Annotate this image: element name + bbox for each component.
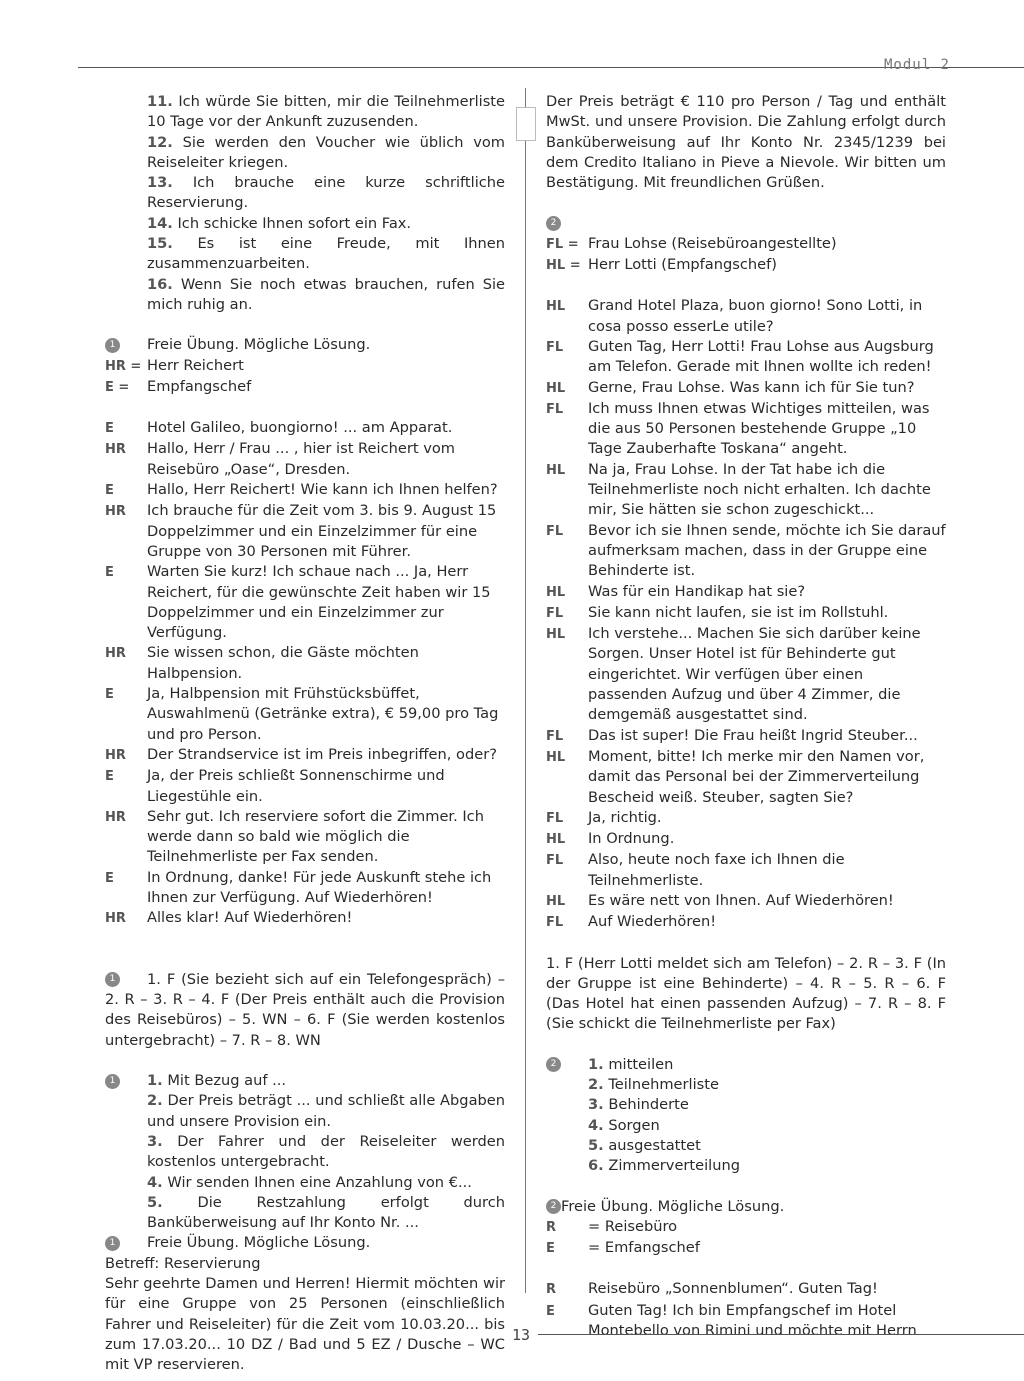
dialog-line xyxy=(105,562,505,643)
exercise-badge: 1 xyxy=(105,1074,120,1089)
dialog xyxy=(105,418,505,929)
line-text: Sehr gut. Ich reserviere sofort die Zimmer. Ich werde dann so bald wie möglich die Teilnehmerliste per Fax senden. xyxy=(147,807,484,866)
item-number: 13. xyxy=(147,174,173,192)
line-text: Reisebüro „Sonnenblumen“. Guten Tag! xyxy=(588,1280,878,1298)
speaker-label: E xyxy=(105,870,114,886)
list-item xyxy=(147,1132,505,1173)
item-text: Behinderte xyxy=(608,1096,689,1114)
line-text: Hallo, Herr Reichert! Wie kann ich Ihnen helfen? xyxy=(147,481,498,499)
right-column xyxy=(546,92,946,1341)
dialog-line xyxy=(105,908,505,929)
dialog-line xyxy=(546,891,946,912)
dialog-line xyxy=(546,521,946,582)
line-text: Frau Lohse (Reisebüroangestellte) xyxy=(588,234,837,252)
speaker-label: HR xyxy=(105,911,126,927)
item-number: 12. xyxy=(147,133,173,151)
speaker-legend xyxy=(105,356,505,399)
exercise-badge: 2 xyxy=(546,1199,561,1214)
speaker-label: FL xyxy=(546,605,564,621)
speaker-label: HR xyxy=(105,442,126,458)
speaker-label: FL = xyxy=(546,236,579,252)
dialog-line xyxy=(546,1279,946,1300)
item-text: Sorgen xyxy=(608,1116,660,1134)
dialog-line xyxy=(546,582,946,603)
speaker-label: E xyxy=(546,1303,555,1319)
dialog xyxy=(546,1279,946,1341)
header-rule xyxy=(78,67,1024,68)
left-column xyxy=(105,92,505,1376)
line-text: = Reisebüro xyxy=(588,1217,678,1235)
dialog-line xyxy=(105,766,505,807)
dialog-line xyxy=(546,850,946,891)
speaker-label: HL xyxy=(546,627,566,643)
module-label: Modul 2 xyxy=(883,57,950,73)
dialog-line xyxy=(105,439,505,480)
dialog-line xyxy=(546,829,946,850)
item-number: 5. xyxy=(147,1193,163,1211)
line-text: In Ordnung. xyxy=(588,830,675,848)
item-text: Zimmerverteilung xyxy=(608,1157,740,1175)
line-text: Alles klar! Auf Wiederhören! xyxy=(147,909,353,927)
speaker-label: E xyxy=(105,421,114,437)
list-item xyxy=(147,173,505,214)
list-item xyxy=(588,1136,946,1156)
item-text: mitteilen xyxy=(608,1055,674,1073)
speaker-label: HL xyxy=(546,584,566,600)
line-text: Herr Lotti (Empfangschef) xyxy=(588,256,777,274)
line-text: Ich brauche für die Zeit vom 3. bis 9. August 15 Doppelzimmer und ein Einzelzimmer für eine Gruppe von 30 Personen mit Führer. xyxy=(147,502,497,560)
speaker-label: HL xyxy=(546,462,566,478)
dialog-line xyxy=(105,868,505,909)
item-number: 3. xyxy=(147,1132,163,1150)
answer-key: 1. F (Herr Lotti meldet sich am Telefon) – 2. R – 3. F (In der Gruppe ist eine Behinderte) – 4. R – 5. R – 6. F (Das Hotel hat einen passenden Aufzug) – 7. R – 8. F (Sie schickt die Teilnehmerliste per Fax) xyxy=(546,954,946,1033)
dialog-line xyxy=(546,337,946,378)
item-text: Ich schicke Ihnen sofort ein Fax. xyxy=(177,214,412,232)
item-number: 4. xyxy=(147,1173,163,1191)
speaker-legend xyxy=(546,234,946,277)
dialog-line xyxy=(546,726,946,747)
line-text: Ich muss Ihnen etwas Wichtiges mitteilen, was die aus 50 Personen bestehende Gruppe „10 Tage Zauberhafte Toskana“ angeht. xyxy=(588,399,930,458)
item-text: Der Fahrer und der Reiseleiter werden kostenlos untergebracht. xyxy=(147,1132,506,1171)
line-text: Sie kann nicht laufen, sie ist im Rollstuhl. xyxy=(588,603,889,621)
list-item xyxy=(588,1075,946,1095)
exercise-badge: 1 xyxy=(105,1236,120,1251)
item-number: 4. xyxy=(588,1116,604,1134)
line-text: Ja, Halbpension mit Frühstücksbüffet, Auswahlmenü (Getränke extra), € 59,00 pro Tag und pro Person. xyxy=(147,685,499,743)
phrase-list xyxy=(147,1071,505,1233)
dialog-line xyxy=(546,1238,946,1259)
speaker-label: E xyxy=(105,565,114,581)
speaker-label: R xyxy=(546,1219,557,1235)
list-item xyxy=(588,1055,946,1075)
item-number: 3. xyxy=(588,1096,604,1114)
dialog-line xyxy=(546,624,946,725)
line-text: Sie wissen schon, die Gäste möchten Halbpension. xyxy=(147,644,419,682)
item-number: 1. xyxy=(147,1072,163,1090)
line-text: Empfangschef xyxy=(147,377,252,395)
exercise-title: Freie Übung. Mögliche Lösung. xyxy=(147,336,371,354)
speaker-label: FL xyxy=(546,853,564,869)
dialog-line xyxy=(546,399,946,460)
speaker-label: HL xyxy=(546,749,566,765)
speaker-label: FL xyxy=(546,810,564,826)
item-number: 15. xyxy=(147,235,173,253)
letter-continuation: Der Preis beträgt € 110 pro Person / Tag und enthält MwSt. und unsere Provision. Die Zahlung erfolgt durch Banküberweisung auf Ihr Konto Nr. 2345/1239 bei dem Credito Italiano in Pieve a Nievole. Wir bitten um Bestätigung. Mit freundlichen Grüßen. xyxy=(546,93,946,192)
dialog-line xyxy=(546,1301,946,1342)
item-text: Es ist eine Freude, mit Ihnen zusammenzuarbeiten. xyxy=(147,235,505,273)
item-text: Wir senden Ihnen eine Anzahlung von €... xyxy=(167,1173,472,1191)
item-number: 2. xyxy=(147,1092,163,1110)
answer-key: 1. F (Sie bezieht sich auf ein Telefongespräch) – 2. R – 3. R – 4. F (Der Preis enthält auch die Provision des Reisebüros) – 5. WN – 6. F (Sie werden kostenlos untergebracht) – 7. R – 8. WN xyxy=(105,970,505,1049)
line-text: Hallo, Herr / Frau ... , hier ist Reichert vom Reisebüro „Oase“, Dresden. xyxy=(147,440,455,478)
item-number: 11. xyxy=(147,93,173,110)
line-text: Ich verstehe... Machen Sie sich darüber keine Sorgen. Unser Hotel ist für Behinderte gut eingerichtet. Wir verfügen über einen passenden Aufzug und über 4 Zimmer, die demgemäß ausgestattet sind. xyxy=(588,625,921,724)
dialog-line xyxy=(105,501,505,562)
line-text: Das ist super! Die Frau heißt Ingrid Steuber... xyxy=(588,726,918,744)
list-item xyxy=(147,234,505,275)
list-item xyxy=(588,1095,946,1115)
dialog xyxy=(546,296,946,933)
speaker-label: HR = xyxy=(105,358,142,374)
exercise-title: Freie Übung. Mögliche Lösung. xyxy=(561,1197,785,1215)
line-text: Ja, der Preis schließt Sonnenschirme und Liegestühle ein. xyxy=(147,767,445,805)
item-number: 16. xyxy=(147,275,173,293)
dialog-line xyxy=(546,255,946,276)
item-text: Wenn Sie noch etwas brauchen, rufen Sie mich ruhig an. xyxy=(147,275,505,313)
item-number: 5. xyxy=(588,1136,604,1154)
speaker-label: HR xyxy=(105,809,126,825)
line-text: Gerne, Frau Lohse. Was kann ich für Sie tun? xyxy=(588,378,915,396)
line-text: Grand Hotel Plaza, buon giorno! Sono Lotti, in cosa posso esserLe utile? xyxy=(588,297,923,335)
item-number: 14. xyxy=(147,214,173,232)
list-item xyxy=(588,1156,946,1176)
exercise-badge: 2 xyxy=(546,1057,561,1072)
dialog-line xyxy=(546,808,946,829)
dialog-line xyxy=(546,912,946,933)
speaker-label: HL xyxy=(546,299,566,315)
line-text: Hotel Galileo, buongiorno! ... am Apparat. xyxy=(147,419,453,437)
dialog-line xyxy=(546,378,946,399)
exercise-badge: 2 xyxy=(546,216,561,231)
letter-subject: Betreff: Reservierung xyxy=(105,1254,261,1272)
dialog-line xyxy=(105,807,505,868)
dialog-line xyxy=(546,747,946,808)
line-text: Also, heute noch faxe ich Ihnen die Teilnehmerliste. xyxy=(588,851,845,889)
dialog-line xyxy=(105,684,505,745)
speaker-label: E = xyxy=(105,379,130,395)
dialog-line xyxy=(105,480,505,501)
list-item xyxy=(147,1071,505,1091)
item-text: Ich brauche eine kurze schriftliche Reservierung. xyxy=(147,174,506,212)
dialog-line xyxy=(105,745,505,766)
speaker-label: FL xyxy=(546,915,564,931)
line-text: Moment, bitte! Ich merke mir den Namen vor, damit das Personal bei der Zimmerverteilung Bescheid weiß. Steuber, sagten Sie? xyxy=(588,747,925,806)
speaker-label: E xyxy=(105,769,114,785)
line-text: Guten Tag, Herr Lotti! Frau Lohse aus Augsburg am Telefon. Gerade mit Ihnen wollte ich reden! xyxy=(588,337,934,376)
speaker-label: FL xyxy=(546,339,564,355)
line-text: Auf Wiederhören! xyxy=(588,913,717,931)
dialog-line xyxy=(546,1217,946,1238)
speaker-label: FL xyxy=(546,728,564,744)
dialog-line xyxy=(105,643,505,684)
speaker-label: E xyxy=(546,1241,555,1257)
item-number: 6. xyxy=(588,1157,604,1175)
letter-body: Sehr geehrte Damen und Herren! Hiermit möchten wir für eine Gruppe von 25 Personen (einschließlich Fahrer und Reiseleiter) für die Zeit vom 10.03.20... bis zum 17.03.20... 10 DZ / Bad und 5 EZ / Dusche – WC mit VP reservieren. xyxy=(105,1275,505,1374)
item-number: 1. xyxy=(588,1055,604,1073)
line-text: Ja, richtig. xyxy=(588,808,662,826)
line-text: Bevor ich sie Ihnen sende, möchte ich Sie darauf aufmerksam machen, dass in der Gruppe eine Behinderte ist. xyxy=(588,521,946,580)
list-item xyxy=(147,1091,505,1132)
column-divider xyxy=(525,88,526,1293)
word-list xyxy=(588,1055,946,1177)
speaker-label: HL xyxy=(546,380,566,396)
item-text: Teilnehmerliste xyxy=(608,1076,719,1094)
item-number: 2. xyxy=(588,1076,604,1094)
list-item xyxy=(147,1173,505,1193)
speaker-label: HL xyxy=(546,832,566,848)
exercise-title: Freie Übung. Mögliche Lösung. xyxy=(147,1234,371,1252)
line-text: Herr Reichert xyxy=(147,356,244,374)
footer-rule xyxy=(538,1334,1024,1335)
speaker-label: R xyxy=(546,1282,557,1298)
list-item xyxy=(147,133,505,174)
speaker-label: E xyxy=(105,483,114,499)
speaker-label: E xyxy=(105,687,114,703)
page-number: 13 xyxy=(512,1326,531,1344)
item-text: Mit Bezug auf ... xyxy=(167,1072,287,1090)
line-text: Guten Tag! Ich bin Empfangschef im Hotel Montebello von Rimini und möchte mit Herrn xyxy=(588,1301,917,1340)
speaker-label: HR xyxy=(105,646,126,662)
item-text: Der Preis beträgt ... und schließt alle Abgaben und unsere Provision ein. xyxy=(147,1092,505,1130)
list-item xyxy=(588,1116,946,1136)
list-item xyxy=(147,275,505,316)
line-text: Warten Sie kurz! Ich schaue nach ... Ja, Herr Reichert, für die gewünschte Zeit haben wir 15 Doppelzimmer und ein Einzelzimmer zur Verfügung. xyxy=(147,563,491,642)
speaker-label: HL xyxy=(546,893,566,909)
dialog-line xyxy=(105,356,505,377)
speaker-legend xyxy=(546,1217,946,1260)
line-text: In Ordnung, danke! Für jede Auskunft stehe ich Ihnen zur Verfügung. Auf Wiederhören! xyxy=(147,868,492,906)
dialog-line xyxy=(546,460,946,521)
item-text: ausgestattet xyxy=(608,1136,701,1154)
dialog-line xyxy=(105,377,505,398)
speaker-label: HL = xyxy=(546,258,581,274)
dialog-line xyxy=(546,603,946,624)
speaker-label: HR xyxy=(105,504,126,520)
list-item xyxy=(147,214,505,234)
list-item xyxy=(147,92,505,133)
dialog-line xyxy=(546,234,946,255)
divider-box xyxy=(516,107,536,141)
line-text: Was für ein Handikap hat sie? xyxy=(588,582,806,600)
dialog-line xyxy=(546,296,946,337)
item-text: Sie werden den Voucher wie üblich vom Reiseleiter kriegen. xyxy=(147,133,506,171)
item-text: Die Restzahlung erfolgt durch Banküberweisung auf Ihr Konto Nr. ... xyxy=(147,1193,506,1232)
item-text: Ich würde Sie bitten, mir die Teilnehmerliste 10 Tage vor der Ankunft zuzusenden. xyxy=(147,93,506,131)
line-text: Es wäre nett von Ihnen. Auf Wiederhören! xyxy=(588,891,894,909)
speaker-label: FL xyxy=(546,523,564,539)
numbered-list xyxy=(105,92,505,315)
list-item xyxy=(147,1193,505,1234)
speaker-label: HR xyxy=(105,747,126,763)
line-text: = Emfangschef xyxy=(588,1239,700,1257)
dialog-line xyxy=(105,418,505,439)
line-text: Na ja, Frau Lohse. In der Tat habe ich die Teilnehmerliste noch nicht erhalten. Ich dachte mir, Sie hätten sie schon zugeschickt... xyxy=(588,460,931,519)
speaker-label: FL xyxy=(546,401,564,417)
exercise-badge: 1 xyxy=(105,338,120,353)
line-text: Der Strandservice ist im Preis inbegriffen, oder? xyxy=(147,745,497,763)
exercise-badge: 1 xyxy=(105,972,120,987)
